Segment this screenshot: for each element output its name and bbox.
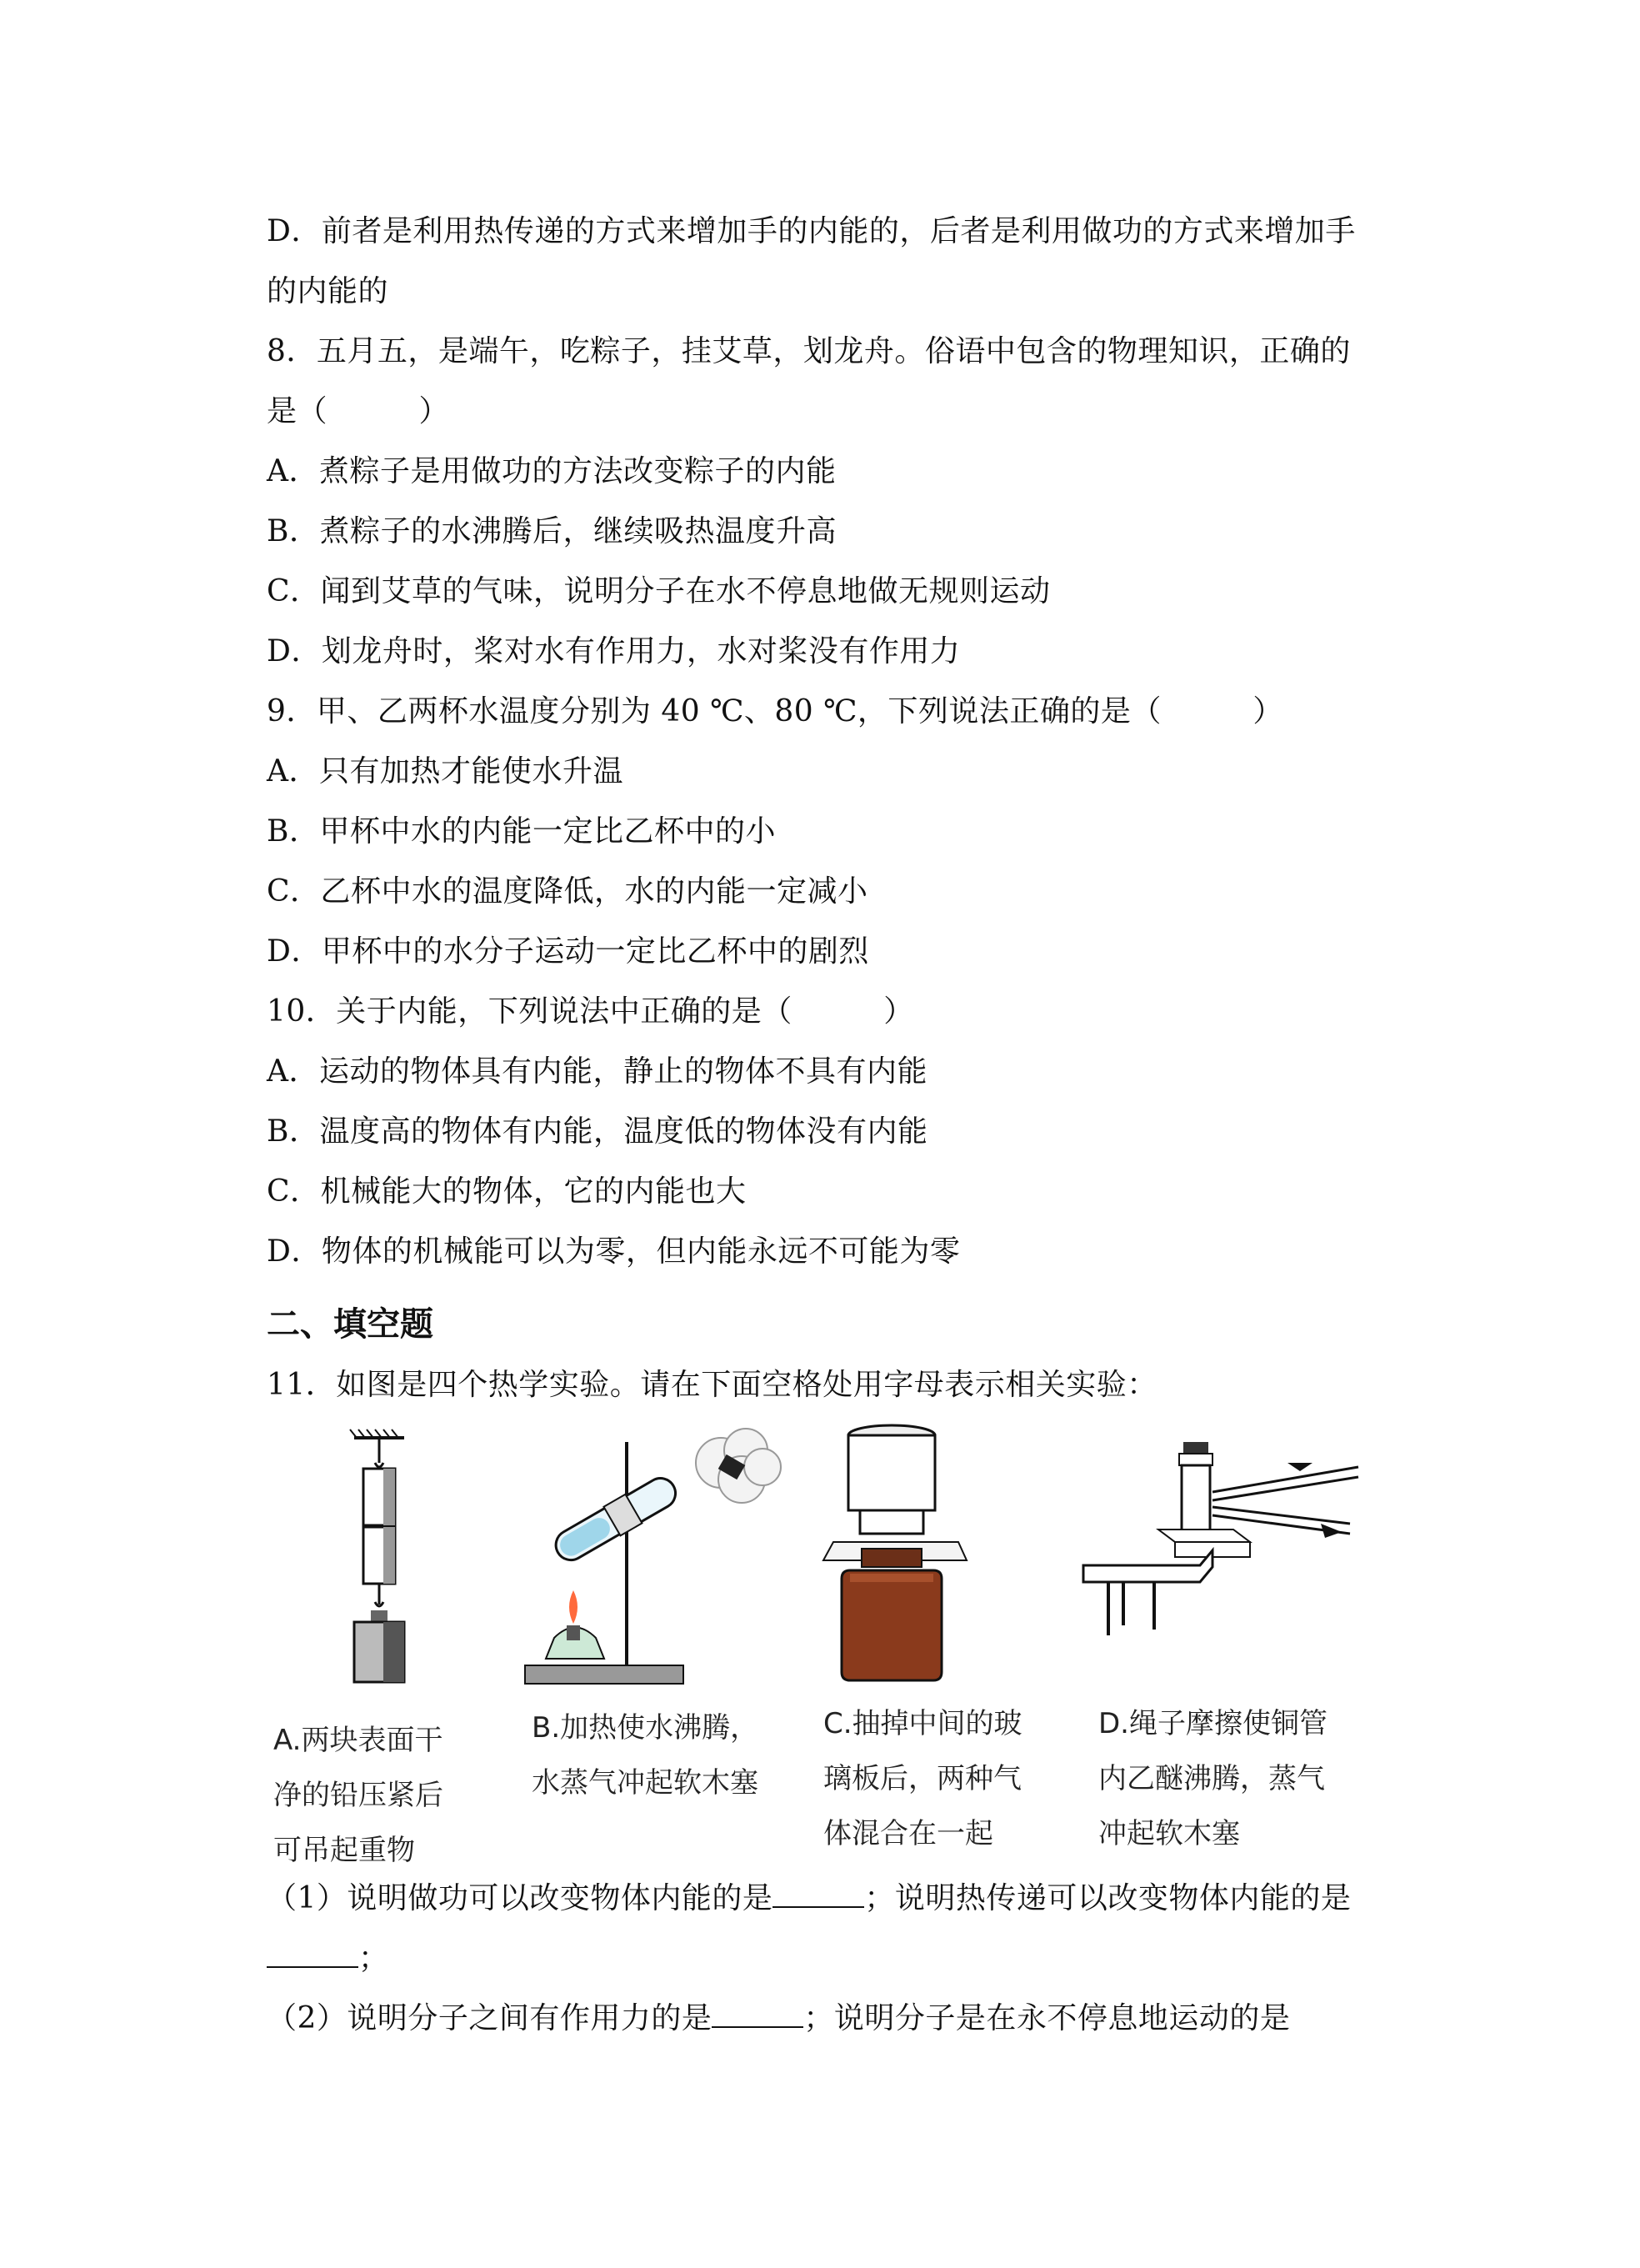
q10-option-d: D．物体的机械能可以为零，但内能永远不可能为零 xyxy=(267,1234,961,1269)
q8-option-c: C．闻到艾草的气味，说明分子在水不停息地做无规则运动 xyxy=(267,574,1051,608)
figure-d-caption: D.绳子摩擦使铜管 内乙醚沸腾，蒸气 冲起软木塞 xyxy=(1098,1707,1328,1850)
rope-friction-tube-icon xyxy=(1075,1417,1392,1709)
q11-part2-text-b: ；说明分子是在永不停息地运动的是 xyxy=(803,2001,1291,2035)
q11-part1-text-a: （1）说明做功可以改变物体内能的是 xyxy=(267,1881,773,1915)
q9-option-c: C．乙杯中水的温度降低，水的内能一定减小 xyxy=(267,874,868,909)
q10-stem: 10．关于内能，下列说法中正确的是（ ） xyxy=(267,994,914,1029)
q11-part2-text-a: （2）说明分子之间有作用力的是 xyxy=(267,2001,712,2035)
q8-stem-line1: 8．五月五，是端午，吃粽子，挂艾草，划龙舟。俗语中包含的物理知识，正确的 xyxy=(267,334,1351,368)
q10-option-a: A．运动的物体具有内能，静止的物体不具有内能 xyxy=(267,1054,928,1089)
q11-part1-end: ； xyxy=(358,1941,389,1975)
figure-c xyxy=(800,1417,1067,1884)
answer-blank-3[interactable] xyxy=(712,2001,803,2028)
q11-part1-line1 xyxy=(267,1878,1351,1920)
q11-part1-text-b: ；说明热传递可以改变物体内能的是 xyxy=(864,1881,1352,1915)
section-heading: 二、填空题 xyxy=(267,1305,433,1344)
q9-option-a: A．只有加热才能使水升温 xyxy=(267,754,623,789)
test-tube-cork-icon xyxy=(508,1417,792,1709)
q9-option-d: D．甲杯中的水分子运动一定比乙杯中的剧烈 xyxy=(267,934,869,969)
gas-jars-diffusion-icon xyxy=(800,1417,1067,1709)
q10-option-c: C．机械能大的物体，它的内能也大 xyxy=(267,1174,747,1209)
q8-option-a: A．煮粽子是用做功的方法改变粽子的内能 xyxy=(267,454,837,488)
q8-stem-line2: 是（ ） xyxy=(267,394,450,428)
q11-part2-line1 xyxy=(267,1998,1290,2040)
q9-stem: 9．甲、乙两杯水温度分别为 40 ℃、80 ℃，下列说法正确的是（ ） xyxy=(267,694,1283,728)
q7-option-d-line1: D．前者是利用热传递的方式来增加手的内能的，后者是利用做功的方式来增加手 xyxy=(267,214,1356,248)
figure-a-caption: A.两块表面干 净的铅压紧后 可吊起重物 xyxy=(273,1724,443,1867)
figure-b xyxy=(508,1417,775,1884)
experiment-figures xyxy=(250,1417,1392,1884)
figure-b-caption: B.加热使水沸腾， 水蒸气冲起软木塞 xyxy=(532,1711,759,1800)
figure-c-caption: C.抽掉中间的玻 璃板后，两种气 体混合在一起 xyxy=(823,1707,1022,1850)
answer-blank-1[interactable] xyxy=(772,1881,864,1908)
q8-option-d: D．划龙舟时，桨对水有作用力，水对桨没有作用力 xyxy=(267,634,961,668)
lead-blocks-weight-icon xyxy=(250,1417,517,1709)
figure-d xyxy=(1075,1417,1342,1884)
q11-part1-line2 xyxy=(267,1938,389,1980)
figure-a xyxy=(250,1417,517,1884)
answer-blank-2[interactable] xyxy=(267,1941,358,1968)
q11-stem: 11．如图是四个热学实验。请在下面空格处用字母表示相关实验： xyxy=(267,1368,1158,1402)
q10-option-b: B．温度高的物体有内能，温度低的物体没有内能 xyxy=(267,1114,928,1149)
q7-option-d-line2: 的内能的 xyxy=(267,274,389,308)
q9-option-b: B．甲杯中水的内能一定比乙杯中的小 xyxy=(267,814,776,849)
q8-option-b: B．煮粽子的水沸腾后，继续吸热温度升高 xyxy=(267,514,837,548)
